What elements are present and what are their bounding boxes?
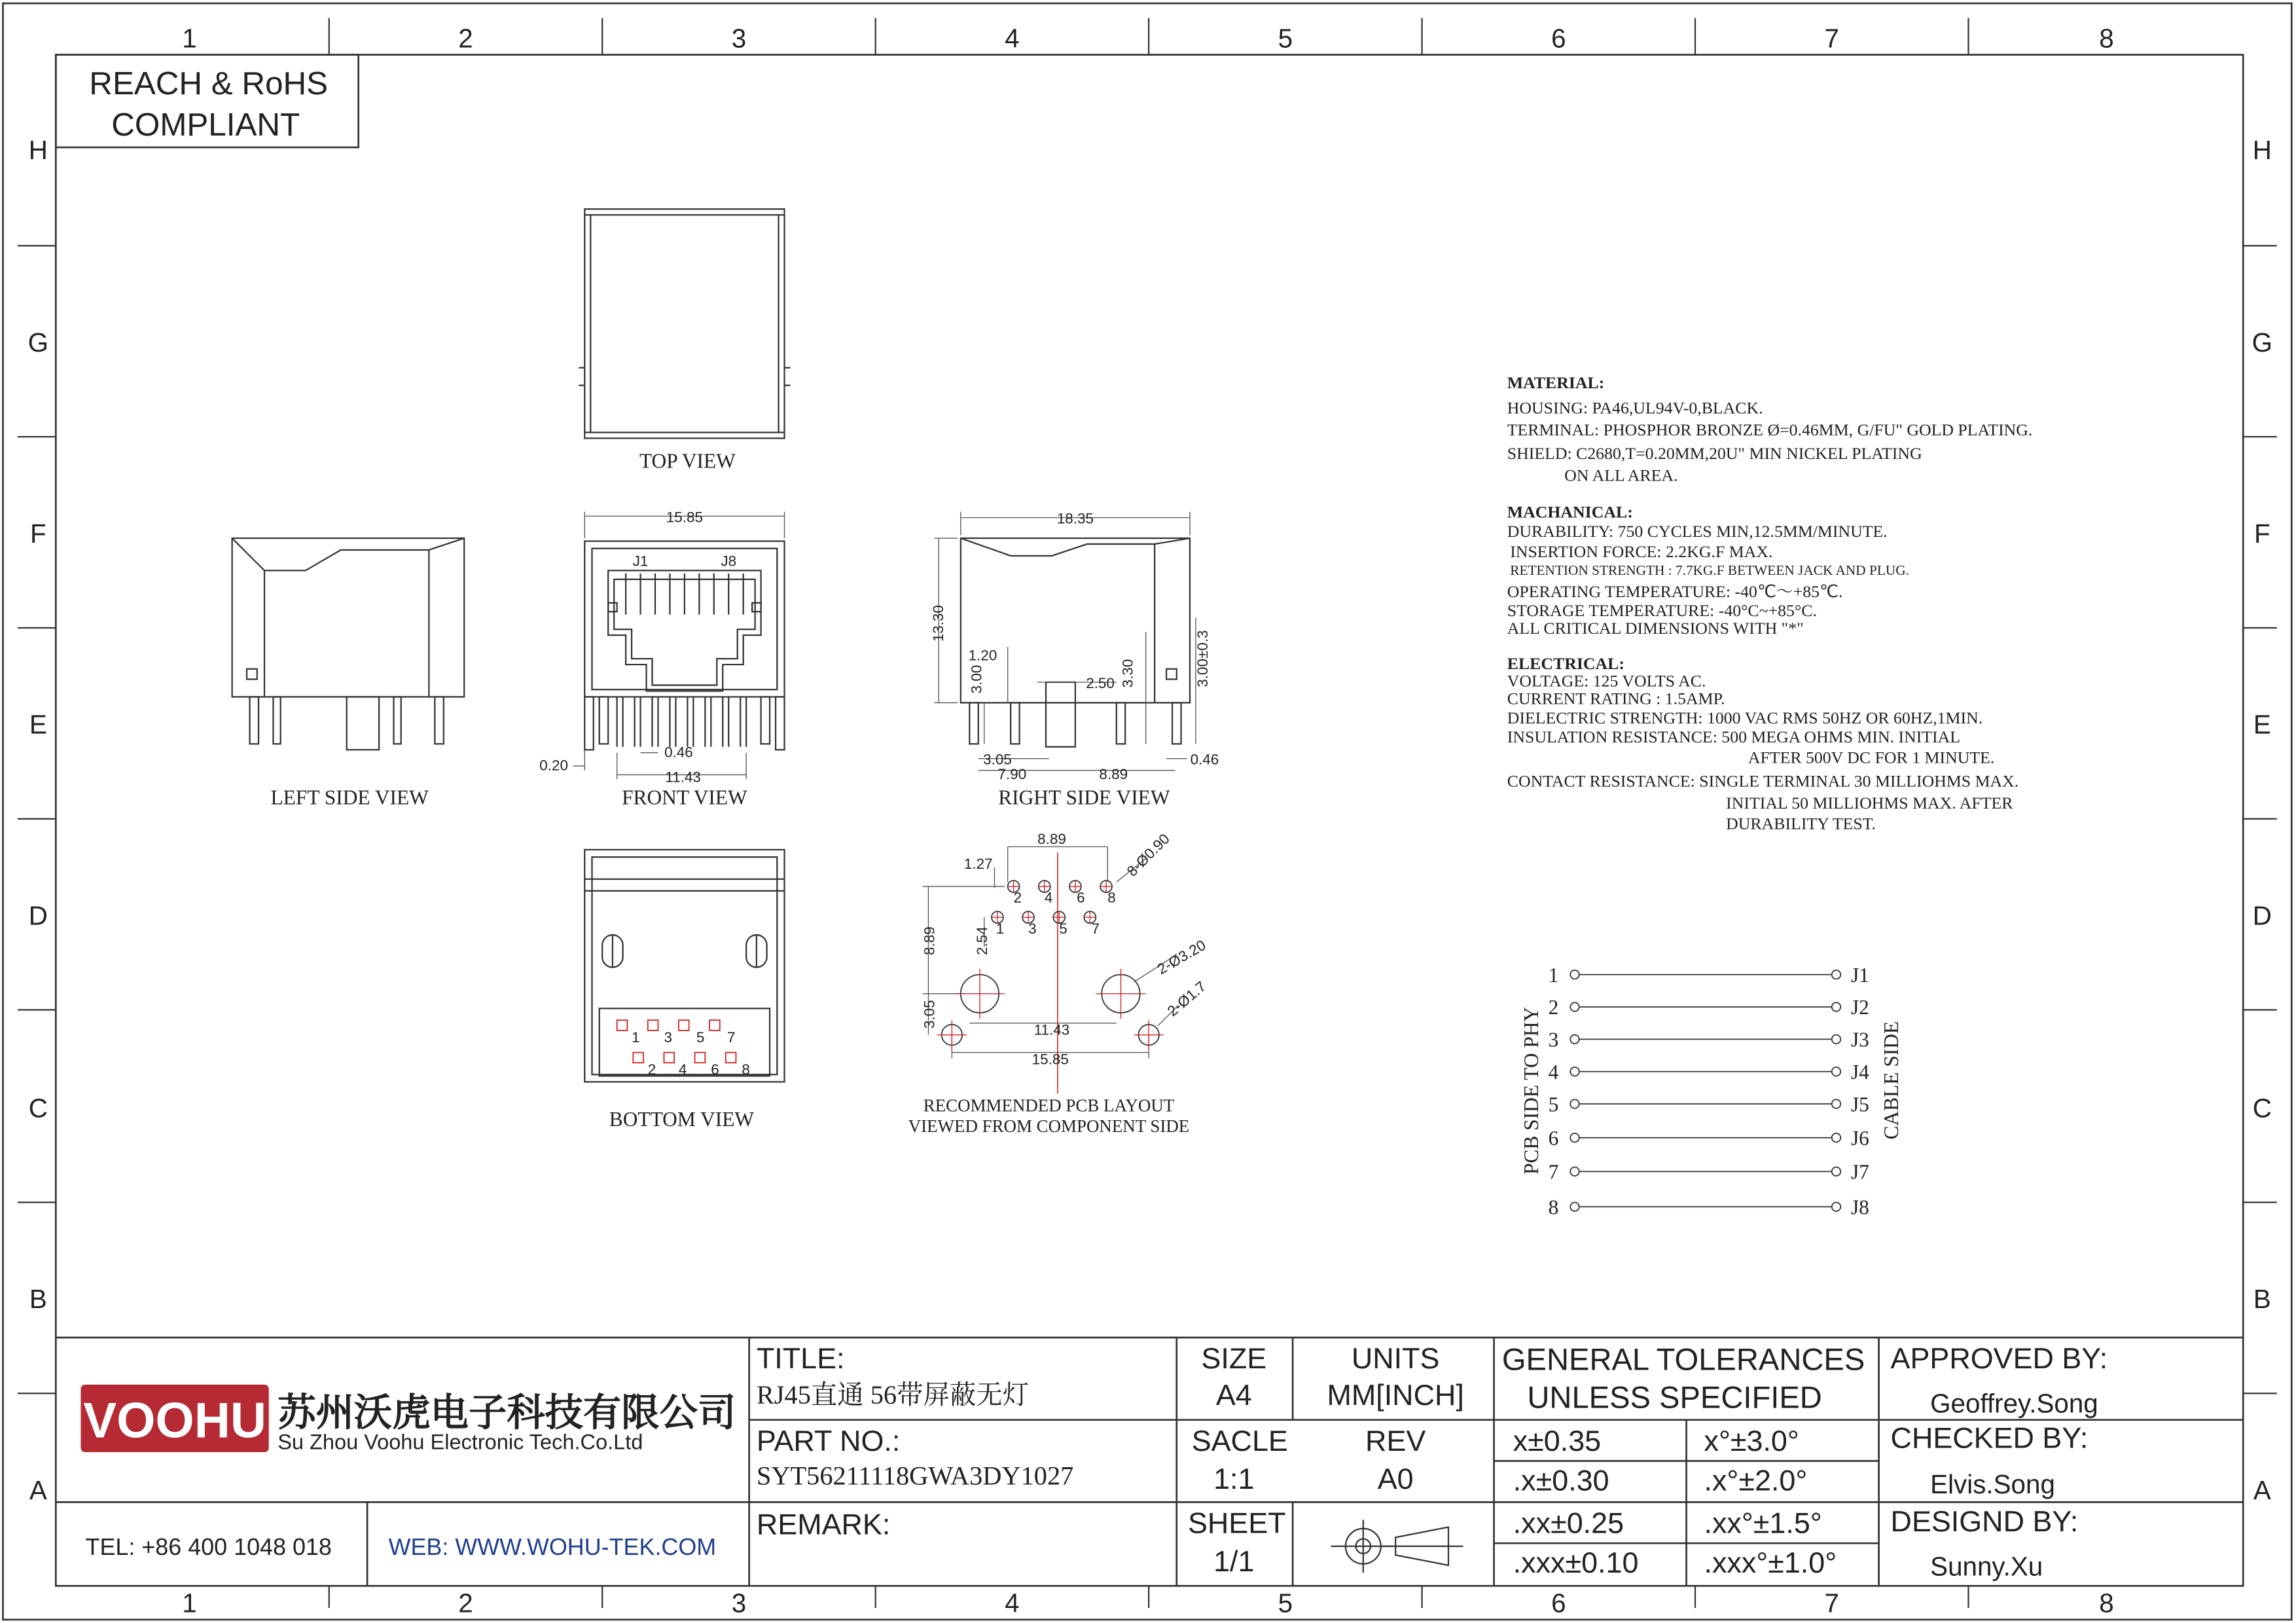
tol-linear-3: .xxx±0.10 (1513, 1546, 1639, 1580)
schem-pin-j5: J5 (1850, 1093, 1869, 1116)
zone-col-5-bottom: 5 (1278, 1588, 1293, 1618)
bottom-pin-7: 7 (726, 1029, 736, 1046)
top-view-label: TOP VIEW (639, 449, 736, 473)
zone-row-b-left: B (29, 1284, 47, 1315)
spec-contact-cont-1: INITIAL 50 MILLIOHMS MAX. AFTER (1726, 793, 2013, 813)
schem-pin-j7: J7 (1850, 1160, 1869, 1184)
front-dim-1143: 11.43 (665, 769, 701, 786)
bottom-pin-2: 2 (647, 1061, 656, 1078)
bottom-view-pin-labels (632, 1029, 750, 1078)
rev-label: REV (1365, 1423, 1426, 1457)
spec-contact-cont-2: DURABILITY TEST. (1726, 814, 1876, 833)
zone-labels (28, 23, 2272, 1618)
company-name-cn: 苏州沃虎电子科技有限公司 (278, 1391, 736, 1434)
zone-row-c-left: C (28, 1093, 48, 1123)
right-dim-300: 3.00 (968, 665, 985, 694)
units-label: UNITS (1351, 1341, 1440, 1376)
spec-insertion: INSERTION FORCE: 2.2KG.F MAX. (1510, 542, 1773, 562)
right-side-view-dimensions (934, 512, 1196, 771)
zone-col-6-top: 6 (1551, 23, 1566, 54)
designed-label: DESIGND BY: (1890, 1504, 2079, 1539)
schem-pin-j4: J4 (1850, 1060, 1869, 1084)
company-logo (81, 1385, 268, 1452)
schematic-left-pins (1549, 964, 1559, 1219)
schematic-wires (1576, 975, 1835, 1207)
tol-angular-0: x°±3.0° (1704, 1423, 1799, 1457)
designed-value: Sunny.Xu (1930, 1551, 2043, 1582)
right-dim-width: 18.35 (1056, 510, 1094, 527)
title-label: TITLE: (756, 1341, 845, 1376)
left-side-view-drawing (232, 538, 465, 750)
title-value: RJ45直通 56带屏蔽无灯 (756, 1379, 1029, 1410)
pcb-pin-1: 1 (996, 920, 1005, 937)
spec-terminal: TERMINAL: PHOSPHOR BRONZE Ø=0.46MM, G/FU" GOLD PLATING. (1507, 420, 2033, 439)
zone-col-6-bottom: 6 (1551, 1588, 1566, 1618)
zone-row-b-right: B (2253, 1284, 2271, 1315)
pcb-pin-7: 7 (1091, 920, 1100, 937)
spec-voltage: VOLTAGE: 125 VOLTS AC. (1507, 671, 1706, 691)
company-tel: TEL: +86 400 1048 018 (85, 1533, 332, 1561)
pcb-dim-post-dia: 2-Ø3.20 (1154, 936, 1209, 978)
part-no-label: PART NO.: (756, 1423, 901, 1457)
spec-storage-temp: STORAGE TEMPERATURE: -40°C~+85°C. (1507, 600, 1817, 620)
zone-row-h-right: H (2252, 134, 2272, 165)
schematic-right-label: CABLE SIDE (1879, 1021, 1903, 1140)
pcb-pin-3: 3 (1028, 920, 1037, 937)
compliance-box (56, 55, 358, 147)
bottom-pin-6: 6 (711, 1061, 719, 1078)
zone-col-3-bottom: 3 (731, 1588, 747, 1618)
front-dim-046: 0.46 (664, 744, 693, 761)
scale-value: 1:1 (1213, 1462, 1255, 1496)
pcb-dim-254: 2.54 (974, 926, 991, 955)
spec-shield: SHIELD: C2680,T=0.20MM,20U" MIN NICKEL PLATING (1507, 443, 1922, 463)
zone-col-3-top: 3 (731, 23, 747, 54)
spec-insulation: INSULATION RESISTANCE: 500 MEGA OHMS MIN. INITIAL (1507, 727, 1961, 747)
front-view-drawing (584, 541, 784, 750)
zone-row-a-left: A (29, 1474, 47, 1505)
tol-linear-1: .x±0.30 (1513, 1463, 1609, 1497)
right-dim-305: 3.05 (983, 751, 1012, 768)
zone-row-f-left: F (30, 518, 46, 549)
approved-label: APPROVED BY: (1890, 1341, 2108, 1376)
spec-operating-temp: OPERATING TEMPERATURE: -40℃～+85℃. (1507, 581, 1843, 601)
size-value: A4 (1215, 1378, 1252, 1412)
spec-electrical-heading: ELECTRICAL: (1507, 653, 1624, 673)
zone-col-1-top: 1 (182, 23, 197, 54)
zone-row-d-left: D (28, 900, 48, 931)
zone-col-1-bottom: 1 (182, 1588, 197, 1618)
schem-pin-j3: J3 (1850, 1028, 1869, 1051)
right-side-view-drawing (961, 538, 1190, 747)
zone-row-a-right: A (2253, 1474, 2271, 1505)
front-label-j8: J8 (721, 553, 737, 570)
pcb-dim-peg-dia: 2-Ø1.7 (1164, 977, 1210, 1020)
bottom-pin-5: 5 (696, 1029, 705, 1046)
spec-contact-resistance: CONTACT RESISTANCE: SINGLE TERMINAL 30 MILLIOHMS MAX. (1507, 771, 2019, 791)
right-dim-300pm: 3.00±0.3 (1194, 630, 1211, 687)
zone-col-2-top: 2 (458, 23, 473, 54)
spec-mechanical-heading: MACHANICAL: (1507, 502, 1633, 522)
spec-material-heading: MATERIAL: (1507, 373, 1605, 393)
zone-col-7-bottom: 7 (1824, 1588, 1840, 1618)
zone-col-8-bottom: 8 (2099, 1588, 2114, 1618)
spec-housing: HOUSING: PA46,UL94V-0,BLACK. (1507, 398, 1763, 418)
pcb-pin-8: 8 (1107, 889, 1116, 906)
tol-linear-0: x±0.35 (1513, 1423, 1602, 1457)
spec-critical-dims: ALL CRITICAL DIMENSIONS WITH "*" (1507, 618, 1804, 638)
schem-pin-5: 5 (1548, 1093, 1559, 1116)
pcb-label-line-2: VIEWED FROM COMPONENT SIDE (908, 1116, 1190, 1136)
scale-label: SACLE (1191, 1423, 1288, 1457)
compliance-line-2: COMPLIANT (111, 107, 300, 143)
front-label-j1: J1 (632, 553, 649, 570)
tol-linear-2: .xx±0.25 (1513, 1506, 1624, 1540)
schem-pin-j1: J1 (1850, 963, 1869, 987)
schematic-right-pins (1851, 964, 1869, 1219)
sheet-label: SHEET (1187, 1506, 1286, 1540)
rev-value: A0 (1377, 1462, 1414, 1496)
zone-col-4-top: 4 (1005, 23, 1020, 54)
bottom-view-label: BOTTOM VIEW (609, 1107, 755, 1131)
spec-current: CURRENT RATING : 1.5AMP. (1507, 689, 1725, 708)
top-view-drawing (579, 209, 790, 438)
tol-angular-1: .x°±2.0° (1704, 1463, 1808, 1497)
front-view-dimensions (573, 512, 784, 779)
schem-pin-j8: J8 (1850, 1195, 1869, 1219)
right-dim-height: 13.30 (929, 605, 946, 642)
bottom-pin-8: 8 (742, 1061, 750, 1078)
spec-insulation-cont: AFTER 500V DC FOR 1 MINUTE. (1748, 748, 1995, 767)
zone-row-d-right: D (2252, 900, 2272, 931)
size-label: SIZE (1201, 1341, 1267, 1376)
zone-row-h-left: H (28, 134, 48, 165)
pcb-pin-4: 4 (1044, 889, 1053, 906)
schem-pin-6: 6 (1548, 1126, 1559, 1150)
units-value: MM[INCH] (1327, 1378, 1464, 1412)
schem-pin-3: 3 (1548, 1028, 1559, 1051)
front-dim-020: 0.20 (539, 757, 568, 774)
zone-row-e-right: E (2253, 709, 2271, 740)
schematic-left-label: PCB SIDE TO PHY (1519, 1006, 1543, 1175)
right-dim-889: 8.89 (1099, 766, 1128, 783)
zone-col-4-bottom: 4 (1005, 1588, 1020, 1618)
right-dim-120: 1.20 (968, 647, 997, 664)
company-name-en: Su Zhou Voohu Electronic Tech.Co.Ltd (278, 1430, 643, 1454)
zone-row-c-right: C (2252, 1093, 2272, 1123)
spec-retention: RETENTION STRENGTH : 7.7KG.F BETWEEN JACK AND PLUG. (1510, 562, 1909, 579)
pcb-dim-305: 3.05 (921, 1000, 938, 1029)
schem-pin-j6: J6 (1850, 1126, 1869, 1150)
right-dim-250: 2.50 (1086, 674, 1115, 691)
checked-value: Elvis.Song (1930, 1468, 2055, 1499)
zone-col-5-top: 5 (1278, 23, 1293, 54)
pcb-dim-889-top: 8.89 (1037, 830, 1066, 847)
right-side-view-label: RIGHT SIDE VIEW (998, 786, 1170, 809)
spec-durability: DURABILITY: 750 CYCLES MIN,12.5MM/MINUTE. (1507, 521, 1888, 541)
pcb-dim-1143: 11.43 (1033, 1021, 1070, 1038)
zone-row-e-left: E (29, 709, 47, 740)
compliance-line-1: REACH & RoHS (89, 65, 329, 102)
front-dim-width: 15.85 (666, 509, 703, 526)
schem-pin-7: 7 (1548, 1160, 1559, 1184)
approved-value: Geoffrey.Song (1930, 1388, 2098, 1419)
right-dim-790: 7.90 (997, 766, 1027, 783)
pcb-dim-1585: 15.85 (1031, 1051, 1069, 1068)
pcb-dim-pin-dia: 8-Ø0.90 (1123, 830, 1173, 880)
tolerance-title-1: GENERAL TOLERANCES (1501, 1341, 1865, 1377)
schem-pin-4: 4 (1548, 1060, 1559, 1084)
pcb-label-line-1: RECOMMENDED PCB LAYOUT (923, 1095, 1175, 1116)
pcb-pin-2: 2 (1013, 889, 1022, 906)
projection-symbol-icon (1331, 1520, 1463, 1573)
schem-pin-1: 1 (1548, 963, 1559, 987)
logo-text: VOOHU (83, 1393, 266, 1449)
zone-col-2-bottom: 2 (458, 1588, 473, 1618)
sheet-value: 1/1 (1213, 1544, 1255, 1578)
company-web[interactable]: WEB: WWW.WOHU-TEK.COM (388, 1533, 717, 1561)
zone-row-f-right: F (2254, 518, 2270, 549)
right-dim-046: 0.46 (1190, 751, 1219, 768)
front-view-label: FRONT VIEW (622, 786, 747, 809)
bottom-view-drawing (584, 850, 784, 1082)
specifications (1507, 373, 2033, 833)
zone-row-g-left: G (27, 327, 49, 358)
remark-label: REMARK: (756, 1507, 891, 1541)
schem-pin-2: 2 (1548, 996, 1559, 1019)
left-side-view-label: LEFT SIDE VIEW (270, 786, 429, 809)
zone-col-7-top: 7 (1824, 23, 1840, 54)
tol-angular-2: .xx°±1.5° (1704, 1506, 1822, 1540)
bottom-pin-4: 4 (678, 1061, 687, 1078)
bottom-pin-3: 3 (664, 1029, 672, 1046)
zone-row-g-right: G (2251, 327, 2273, 358)
bottom-pin-1: 1 (632, 1029, 640, 1046)
spec-dielectric: DIELECTRIC STRENGTH: 1000 VAC RMS 50HZ OR 60HZ,1MIN. (1507, 708, 1983, 727)
schem-pin-8: 8 (1548, 1195, 1559, 1219)
pcb-dim-127: 1.27 (963, 856, 993, 873)
pcb-pin-6: 6 (1077, 889, 1085, 906)
zone-col-8-top: 8 (2099, 23, 2114, 54)
right-dim-330: 3.30 (1119, 659, 1136, 688)
pcb-pin-5: 5 (1059, 920, 1067, 937)
spec-shield-cont: ON ALL AREA. (1564, 465, 1678, 485)
part-no-value: SYT56211118GWA3DY1027 (756, 1461, 1074, 1491)
pcb-dim-889-side: 8.89 (921, 926, 938, 955)
schem-pin-j2: J2 (1850, 996, 1869, 1019)
checked-label: CHECKED BY: (1890, 1421, 2089, 1455)
tol-angular-3: .xxx°±1.0° (1704, 1546, 1837, 1580)
tolerance-title-2: UNLESS SPECIFIED (1527, 1379, 1822, 1415)
